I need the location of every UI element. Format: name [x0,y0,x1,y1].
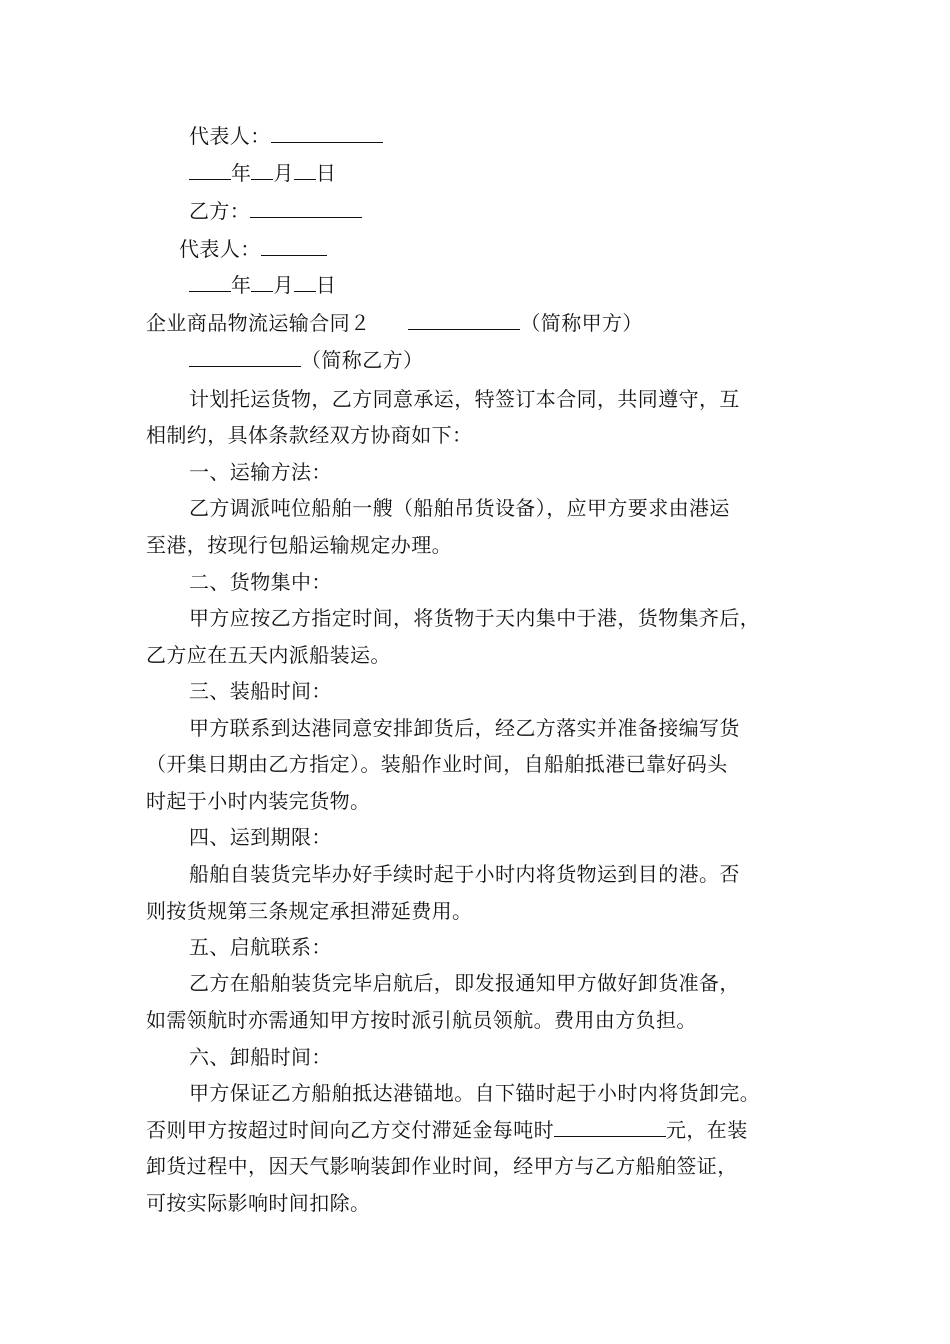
demurrage-amount-blank [554,1116,666,1137]
sig-b-representative-blank [261,235,327,256]
sig-b-year-label: 年 [231,273,252,297]
sig-a-month-label: 月 [273,161,294,185]
sig-b-date-line [189,271,336,299]
sig-a-month-blank [251,159,273,180]
sig-b-party-line [189,197,362,225]
party-a-abbr: （简称甲方） [520,311,643,335]
section-line: 甲方应按乙方指定时间，将货物于天内集中于港，货物集齐后， [189,606,761,630]
sig-b-representative-line [179,235,327,263]
sig-a-year-label: 年 [231,161,252,185]
contract-title: 企业商品物流运输合同２ [146,311,371,335]
section-line: 则按货规第三条规定承担滞延费用。 [146,899,473,923]
section-line: 船舶自装货完毕办好手续时起于小时内将货物运到目的港。否 [189,862,740,886]
section-line: 甲方保证乙方船舶抵达港锚地。自下锚时起于小时内将货卸完。 [189,1081,761,1105]
section-line: 卸货过程中，因天气影响装卸作业时间，经甲方与乙方船舶签证， [146,1154,738,1178]
section-line: 可按实际影响时间扣除。 [146,1191,371,1215]
section-line: 乙方调派吨位船舶一艘（船舶吊货设备），应甲方要求由港运 [189,496,730,520]
section-heading: 四、运到期限： [189,825,332,849]
contract-title-line [146,309,643,337]
sig-b-party-blank [250,197,362,218]
party-b-abbr: （简称乙方） [301,348,424,372]
section-heading: 五、启航联系： [189,935,332,959]
sig-a-day-label: 日 [315,161,337,185]
section-line-demurrage [146,1116,748,1144]
section-heading: 二、货物集中： [189,570,332,594]
party-b-line [189,346,423,374]
intro-line: 计划托运货物，乙方同意承运，特签订本合同，共同遵守，互 [189,387,740,411]
section-line: 乙方在船舶装货完毕启航后，即发报通知甲方做好卸货准备， [189,971,740,995]
section-heading: 六、卸船时间： [189,1045,332,1069]
section-heading: 三、装船时间： [189,679,332,703]
section-line: 乙方应在五天内派船装运。 [146,643,391,667]
section-line: 至港，按现行包船运输规定办理。 [146,533,452,557]
sig-a-representative-blank [271,122,383,143]
demurrage-text: 否则甲方按超过时间向乙方交付滞延金每吨时 [146,1118,554,1142]
section-line: 时起于小时内装完货物。 [146,789,371,813]
section-heading: 一、运输方法： [189,460,332,484]
sig-b-party-label: 乙方： [189,199,251,223]
party-a-name-blank [408,309,520,330]
sig-a-day-blank [294,159,316,180]
section-line: 如需领航时亦需通知甲方按时派引航员领航。费用由方负担。 [146,1008,697,1032]
intro-line: 相制约，具体条款经双方协商如下： [146,423,473,447]
sig-a-representative-line [189,122,383,150]
sig-b-month-blank [251,271,273,292]
sig-b-year-blank [189,271,231,292]
sig-b-representative-label: 代表人： [179,237,261,261]
demurrage-unit: 元，在装 [666,1118,748,1142]
sig-b-day-label: 日 [315,273,337,297]
sig-b-day-blank [294,271,316,292]
sig-a-representative-label: 代表人： [189,124,271,148]
section-line: （开集日期由乙方指定）。装船作业时间，自船舶抵港已靠好码头 [146,752,728,776]
section-line: 甲方联系到达港同意安排卸货后，经乙方落实并准备接编写货 [189,716,740,740]
sig-b-month-label: 月 [273,273,294,297]
party-b-name-blank [189,346,301,367]
sig-a-year-blank [189,159,231,180]
sig-a-date-line [189,159,336,187]
